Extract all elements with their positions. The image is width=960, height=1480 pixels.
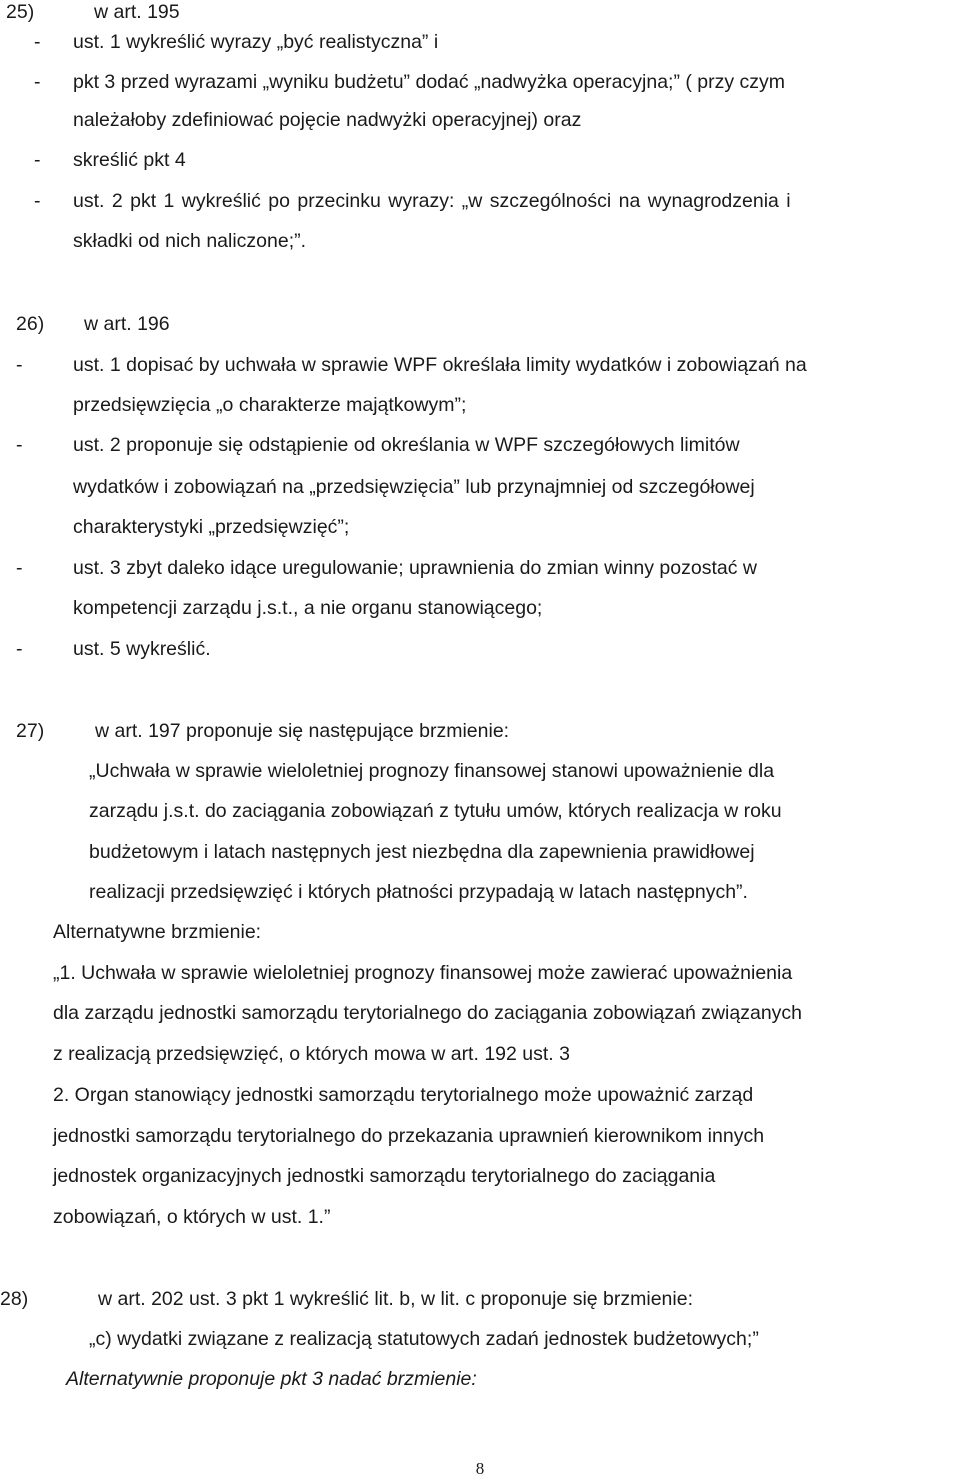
alternative-wording-line: 2. Organ stanowiący jednostki samorządu terytorialnego może upoważnić zarząd <box>53 1084 754 1106</box>
list-bullet: - <box>16 638 23 660</box>
list-item-continuation: wydatków i zobowiązań na „przedsięwzięcia” lub przynajmniej od szczegółowej <box>73 476 755 498</box>
item-27-number: 27) <box>16 720 45 742</box>
list-item: ust. 1 wykreślić wyrazy „być realistyczna” i <box>73 31 439 53</box>
list-bullet: - <box>16 557 23 579</box>
alternative-wording-line: zobowiązań, o których w ust. 1.” <box>53 1206 331 1228</box>
list-bullet: - <box>34 149 41 171</box>
list-item: ust. 3 zbyt daleko idące uregulowanie; uprawnienia do zmian winny pozostać w <box>73 557 757 579</box>
proposed-wording-line: „c) wydatki związane z realizacją statutowych zadań jednostek budżetowych;” <box>89 1328 759 1350</box>
proposed-wording-line: zarządu j.s.t. do zaciągania zobowiązań z tytułu umów, których realizacja w roku <box>89 800 782 822</box>
alternative-wording-label: Alternatywne brzmienie: <box>53 921 262 943</box>
list-item: ust. 2 proponuje się odstąpienie od określania w WPF szczegółowych limitów <box>73 434 740 456</box>
list-bullet: - <box>16 354 23 376</box>
list-item-continuation: przedsięwzięcia „o charakterze majątkowym”; <box>73 394 467 416</box>
item-27-reference: w art. 197 proponuje się następujące brzmienie: <box>95 720 510 742</box>
alternative-wording-label: Alternatywnie proponuje pkt 3 nadać brzmienie: <box>66 1368 477 1390</box>
list-item: ust. 5 wykreślić. <box>73 638 211 660</box>
list-item-continuation: charakterystyki „przedsięwzięć”; <box>73 516 350 538</box>
item-28-reference: w art. 202 ust. 3 pkt 1 wykreślić lit. b, w lit. c proponuje się brzmienie: <box>98 1288 693 1310</box>
item-25-number: 25) <box>6 1 35 23</box>
list-item: ust. 1 dopisać by uchwała w sprawie WPF określała limity wydatków i zobowiązań na <box>73 354 807 376</box>
list-item-continuation: składki od nich naliczone;”. <box>73 230 307 252</box>
alternative-wording-line: jednostki samorządu terytorialnego do przekazania uprawnień kierownikom innych <box>53 1125 765 1147</box>
list-bullet: - <box>34 190 41 212</box>
item-25-reference: w art. 195 <box>94 1 180 23</box>
item-26-number: 26) <box>16 313 45 335</box>
list-item-continuation: kompetencji zarządu j.s.t., a nie organu stanowiącego; <box>73 597 543 619</box>
list-item: pkt 3 przed wyrazami „wyniku budżetu” dodać „nadwyżka operacyjna;” ( przy czym <box>73 71 786 93</box>
proposed-wording-line: realizacji przedsięwzięć i których płatności przypadają w latach następnych”. <box>89 881 748 903</box>
alternative-wording-line: „1. Uchwała w sprawie wieloletniej prognozy finansowej może zawierać upoważnienia <box>53 962 793 984</box>
page-number: 8 <box>475 1459 485 1478</box>
item-26-reference: w art. 196 <box>84 313 170 335</box>
list-bullet: - <box>16 434 23 456</box>
alternative-wording-line: dla zarządu jednostki samorządu terytorialnego do zaciągania zobowiązań związanych <box>53 1002 803 1024</box>
proposed-wording-line: „Uchwała w sprawie wieloletniej prognozy finansowej stanowi upoważnienie dla <box>89 760 775 782</box>
alternative-wording-line: jednostek organizacyjnych jednostki samorządu terytorialnego do zaciągania <box>53 1165 716 1187</box>
list-item: skreślić pkt 4 <box>73 149 186 171</box>
proposed-wording-line: budżetowym i latach następnych jest niezbędna dla zapewnienia prawidłowej <box>89 841 755 863</box>
list-item-continuation: należałoby zdefiniować pojęcie nadwyżki operacyjnej) oraz <box>73 109 582 131</box>
list-item: ust. 2 pkt 1 wykreślić po przecinku wyrazy: „w szczególności na wynagrodzenia i <box>73 190 791 212</box>
list-bullet: - <box>34 31 41 53</box>
list-bullet: - <box>34 71 41 93</box>
alternative-wording-line: z realizacją przedsięwzięć, o których mowa w art. 192 ust. 3 <box>53 1043 570 1065</box>
item-28-number: 28) <box>0 1288 29 1310</box>
